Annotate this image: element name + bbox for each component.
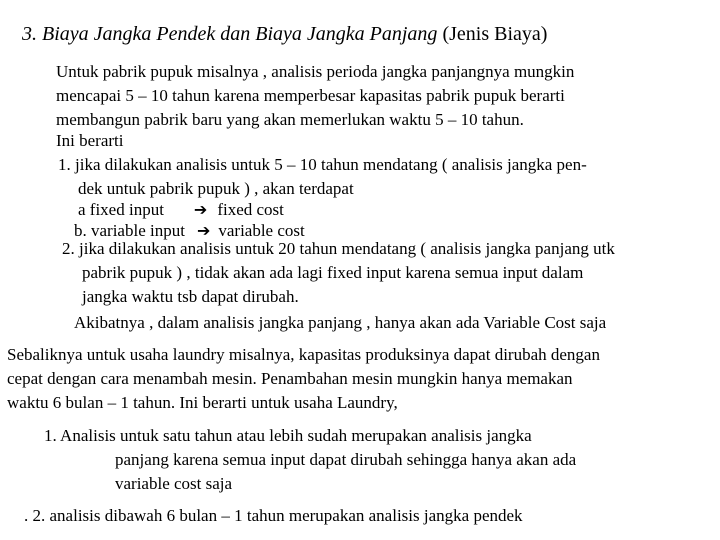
variable-cost-label: variable cost: [218, 221, 305, 240]
point1-line-1: 1. Analisis untuk satu tahun atau lebih sudah merupakan analisis jangka: [44, 426, 532, 445]
para1-line-4: Ini berarti: [56, 131, 124, 150]
title-normal: (Jenis Biaya): [442, 23, 548, 45]
para1-line-6: dek untuk pabrik pupuk ) , akan terdapat: [78, 179, 354, 198]
para3-line-1: Sebaliknya untuk usaha laundry misalnya, kapasitas produksinya dapat dirubah dengan: [7, 345, 600, 364]
para3-line-2: cepat dengan cara menambah mesin. Penambahan mesin mungkin hanya memakan: [7, 369, 573, 388]
title-italic: 3. Biaya Jangka Pendek dan Biaya Jangka Panjang: [22, 23, 438, 45]
para2-line-4: Akibatnya , dalam analisis jangka panjang , hanya akan ada Variable Cost saja: [74, 313, 607, 332]
fixed-input-label: a fixed input: [78, 200, 164, 219]
para2-line-2: pabrik pupuk ) , tidak akan ada lagi fixed input karena semua input dalam: [82, 263, 584, 282]
variable-input-label: b. variable input: [74, 221, 185, 240]
page-title: [22, 22, 547, 46]
para1-line-5: 1. jika dilakukan analisis untuk 5 – 10 tahun mendatang ( analisis jangka pen-: [58, 155, 587, 174]
point1-line-3: variable cost saja: [115, 474, 233, 493]
point1-line-2: panjang karena semua input dapat dirubah sehingga hanya akan ada: [115, 450, 577, 469]
para1-line-2: mencapai 5 – 10 tahun karena memperbesar kapasitas pabrik pupuk berarti: [56, 86, 565, 105]
arrow-right-icon: ➔: [193, 202, 208, 219]
para2-line-3: jangka waktu tsb dapat dirubah.: [82, 287, 299, 306]
para3-line-3: waktu 6 bulan – 1 tahun. Ini berarti untuk usaha Laundry,: [7, 393, 398, 412]
fixed-cost-label: fixed cost: [217, 200, 284, 219]
arrow-right-icon: ➔: [196, 223, 211, 240]
para2-line-1: 2. jika dilakukan analisis untuk 20 tahun mendatang ( analisis jangka panjang utk: [62, 239, 615, 258]
para1-line-1: Untuk pabrik pupuk misalnya , analisis perioda jangka panjangnya mungkin: [56, 62, 575, 81]
para1-line-3: membangun pabrik baru yang akan memerlukan waktu 5 – 10 tahun.: [56, 110, 524, 129]
fixed-row: [78, 200, 284, 221]
point2-line: . 2. analisis dibawah 6 bulan – 1 tahun merupakan analisis jangka pendek: [24, 506, 523, 525]
